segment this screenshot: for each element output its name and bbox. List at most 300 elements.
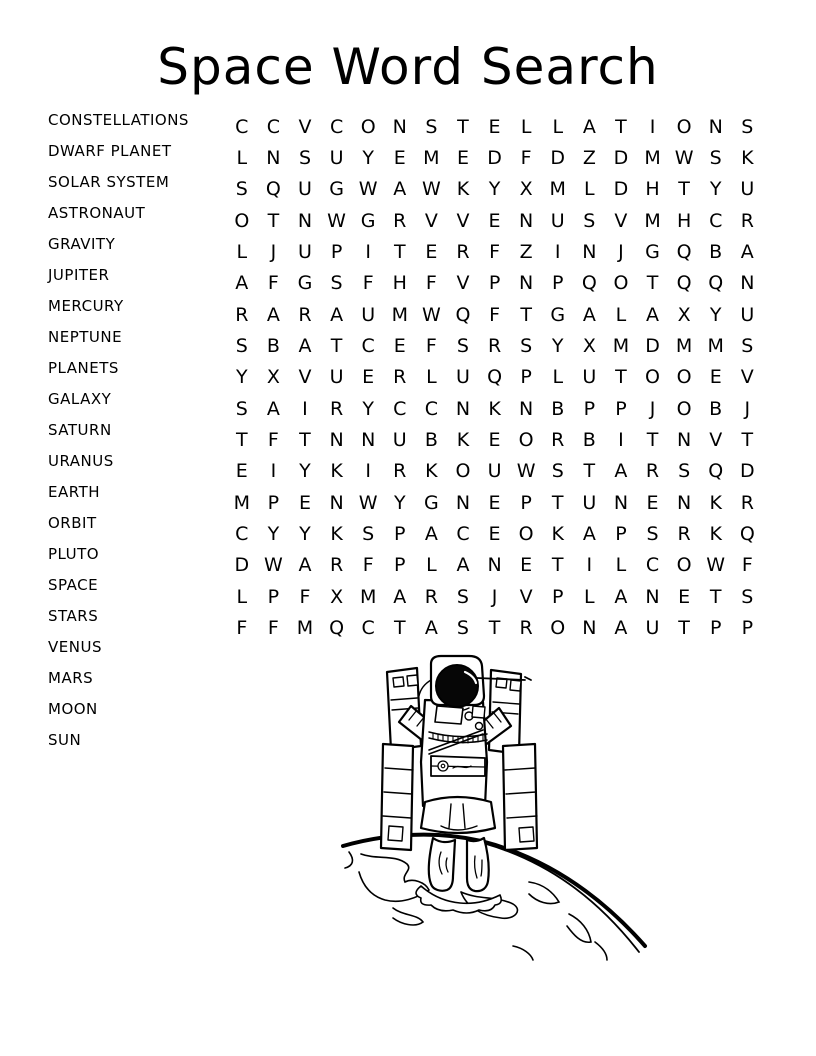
grid-letter: N: [329, 429, 344, 452]
grid-letter: S: [583, 209, 596, 232]
grid-letter: Y: [709, 178, 722, 201]
grid-letter: U: [361, 303, 376, 326]
grid-letter: D: [613, 178, 629, 201]
grid-letter: S: [646, 523, 659, 546]
grid-letter: T: [393, 241, 406, 264]
grid-letter: A: [393, 178, 407, 201]
grid-letter: T: [741, 429, 754, 452]
grid-letter: L: [584, 585, 595, 608]
grid-letter: M: [549, 178, 566, 201]
grid-letter: Y: [709, 303, 722, 326]
grid-letter: N: [645, 585, 660, 608]
grid-letter: Q: [455, 303, 471, 326]
grid-letter: L: [236, 241, 248, 264]
grid-letter: M: [391, 303, 408, 326]
word-list-item: ASTRONAUT: [48, 204, 146, 222]
grid-letter: S: [741, 585, 754, 608]
grid-letter: P: [394, 554, 406, 577]
grid-letter: S: [551, 460, 564, 483]
grid-letter: T: [615, 115, 627, 138]
grid-letter: E: [298, 491, 311, 514]
grid-letter: T: [678, 617, 690, 640]
grid-letter: O: [676, 366, 692, 389]
grid-letter: E: [488, 429, 501, 452]
grid-letter: N: [297, 209, 313, 232]
grid-letter: U: [329, 366, 344, 389]
grid-letter: V: [709, 429, 723, 452]
grid-letter: P: [552, 272, 564, 295]
grid-letter: M: [675, 335, 693, 358]
grid-letter: P: [709, 617, 722, 640]
grid-letter: J: [270, 241, 277, 264]
grid-letter: D: [550, 147, 566, 170]
grid-letter: M: [423, 147, 440, 170]
grid-letter: F: [267, 272, 279, 295]
grid-letter: W: [706, 554, 726, 577]
grid-letter: S: [235, 397, 248, 420]
grid-letter: W: [421, 178, 441, 201]
grid-letter: N: [487, 554, 502, 577]
grid-letter: Y: [362, 147, 374, 170]
grid-letter: A: [393, 585, 407, 608]
grid-letter: F: [741, 554, 753, 577]
grid-letter: V: [740, 366, 754, 389]
grid-letter: X: [582, 335, 596, 358]
grid-letter: T: [299, 429, 311, 452]
grid-letter: A: [582, 523, 596, 546]
grid-letter: N: [361, 429, 376, 452]
grid-letter: Q: [708, 272, 724, 295]
grid-letter: H: [392, 272, 407, 295]
grid-letter: C: [235, 523, 249, 546]
grid-letter: S: [235, 335, 248, 358]
grid-letter: V: [298, 115, 312, 138]
grid-letter: X: [519, 178, 533, 201]
grid-letter: T: [551, 554, 564, 577]
grid-letter: W: [358, 491, 378, 514]
grid-letter: P: [267, 491, 280, 514]
grid-letter: U: [329, 147, 344, 170]
grid-letter: T: [330, 335, 343, 358]
grid-letter: Y: [393, 491, 406, 514]
grid-letter: S: [298, 147, 312, 170]
grid-letter: M: [296, 617, 314, 640]
grid-letter: O: [360, 115, 376, 138]
grid-letter: I: [302, 397, 308, 420]
grid-letter: R: [393, 366, 407, 389]
grid-letter: K: [551, 523, 564, 546]
grid-letter: C: [645, 554, 660, 577]
word-list-item: MOON: [48, 700, 98, 718]
grid-letter: P: [520, 366, 532, 389]
grid-letter: P: [741, 617, 754, 640]
grid-letter: U: [645, 617, 660, 640]
grid-letter: W: [516, 460, 536, 483]
grid-letter: S: [678, 460, 691, 483]
grid-letter: G: [360, 209, 376, 232]
grid-letter: F: [236, 617, 248, 640]
grid-letter: K: [741, 147, 754, 170]
grid-letter: V: [456, 209, 470, 232]
grid-letter: K: [330, 523, 343, 546]
grid-letter: R: [487, 335, 502, 358]
word-list-item: MARS: [48, 669, 94, 687]
grid-letter: T: [678, 178, 690, 201]
grid-letter: C: [329, 115, 344, 138]
grid-letter: P: [488, 272, 501, 295]
grid-letter: O: [518, 429, 534, 452]
grid-letter: W: [674, 147, 694, 170]
grid-letter: A: [646, 303, 660, 326]
word-list-item: PLANETS: [48, 359, 119, 377]
grid-letter: P: [520, 491, 532, 514]
grid-letter: A: [582, 115, 596, 138]
grid-letter: I: [270, 460, 277, 483]
grid-letter: L: [520, 115, 532, 138]
grid-letter: Z: [582, 147, 596, 170]
grid-letter: S: [456, 617, 469, 640]
grid-letter: W: [327, 209, 346, 232]
grid-letter: T: [267, 209, 280, 232]
grid-letter: U: [550, 209, 565, 232]
planet-horizon: [343, 835, 645, 952]
grid-letter: O: [676, 397, 692, 420]
grid-letter: E: [678, 585, 691, 608]
grid-letter: V: [298, 366, 312, 389]
grid-letter: R: [551, 429, 565, 452]
grid-letter: S: [235, 178, 248, 201]
grid-letter: Y: [267, 523, 280, 546]
grid-letter: A: [614, 617, 628, 640]
grid-letter: N: [519, 397, 534, 420]
grid-letter: B: [424, 429, 438, 452]
grid-letter: U: [298, 178, 312, 201]
grid-letter: D: [739, 460, 755, 483]
grid-letter: R: [456, 241, 470, 264]
grid-letter: L: [426, 366, 437, 389]
word-list: [48, 105, 189, 756]
grid-letter: T: [551, 491, 564, 514]
grid-letter: T: [393, 617, 406, 640]
grid-letter: D: [234, 554, 250, 577]
grid-letter: F: [520, 147, 532, 170]
grid-letter: F: [425, 335, 437, 358]
word-list-item: GRAVITY: [48, 235, 116, 253]
grid-letter: W: [421, 303, 441, 326]
grid-letter: L: [552, 366, 564, 389]
grid-letter: F: [362, 272, 374, 295]
grid-letter: S: [330, 272, 343, 295]
grid-letter: C: [424, 397, 438, 420]
grid-letter: C: [456, 523, 470, 546]
chest-panel: [435, 706, 463, 724]
grid-letter: A: [266, 397, 280, 420]
grid-letter: A: [298, 554, 312, 577]
grid-letter: O: [455, 460, 471, 483]
grid-letter: E: [520, 554, 533, 577]
grid-letter: E: [488, 209, 501, 232]
grid-letter: R: [298, 303, 312, 326]
grid-letter: A: [614, 585, 628, 608]
grid-letter: P: [583, 397, 596, 420]
grid-letter: X: [677, 303, 691, 326]
word-list-item: PLUTO: [48, 545, 100, 563]
grid-letter: R: [393, 209, 407, 232]
word-list-item: SPACE: [48, 576, 99, 594]
word-list-item: VENUS: [48, 638, 102, 656]
grid-letter: Y: [299, 460, 311, 483]
grid-letter: N: [708, 115, 723, 138]
grid-letter: E: [488, 523, 501, 546]
grid-letter: R: [740, 209, 754, 232]
grid-letter: L: [552, 115, 564, 138]
grid-letter: N: [455, 397, 471, 420]
left-leg: [429, 838, 455, 891]
grid-letter: A: [235, 272, 249, 295]
grid-letter: U: [392, 429, 407, 452]
grid-letter: K: [456, 429, 470, 452]
grid-letter: Q: [708, 460, 724, 483]
grid-letter: T: [615, 366, 627, 389]
grid-letter: R: [519, 617, 533, 640]
grid-letter: K: [488, 397, 501, 420]
grid-letter: A: [740, 241, 754, 264]
grid-letter: U: [740, 178, 755, 201]
word-list-item: SUN: [48, 731, 82, 749]
grid-letter: E: [393, 147, 406, 170]
grid-letter: M: [359, 585, 377, 608]
grid-letter: U: [582, 491, 597, 514]
word-list-item: EARTH: [48, 483, 101, 501]
grid-letter: S: [456, 585, 469, 608]
grid-letter: T: [520, 303, 532, 326]
grid-letter: P: [394, 523, 406, 546]
grid-letter: M: [644, 147, 661, 170]
grid-letter: S: [741, 335, 754, 358]
grid-letter: L: [615, 303, 627, 326]
grid-letter: E: [425, 241, 438, 264]
grid-letter: Y: [235, 366, 248, 389]
word-list-item: STARS: [48, 607, 99, 625]
grid-letter: U: [455, 366, 470, 389]
grid-letter: R: [677, 523, 691, 546]
grid-letter: I: [554, 241, 561, 264]
grid-letter: T: [457, 115, 469, 138]
grid-letter: F: [267, 617, 279, 640]
grid-letter: N: [677, 491, 692, 514]
grid-letter: Y: [488, 178, 501, 201]
grid-letter: U: [740, 303, 755, 326]
astronaut-figure: [381, 656, 537, 913]
grid-letter: M: [644, 209, 661, 232]
grid-letter: I: [586, 554, 593, 577]
grid-letter: G: [550, 303, 566, 326]
word-list-item: SOLAR SYSTEM: [48, 173, 170, 191]
grid-letter: A: [424, 523, 438, 546]
grid-letter: T: [235, 429, 248, 452]
grid-letter: W: [358, 178, 378, 201]
grid-letter: P: [615, 523, 627, 546]
grid-letter: E: [456, 147, 469, 170]
grid-letter: A: [266, 303, 280, 326]
grid-letter: N: [266, 147, 281, 170]
grid-letter: O: [645, 366, 660, 389]
grid-letter: N: [677, 429, 692, 452]
grid-letter: E: [709, 366, 722, 389]
grid-letter: L: [584, 178, 595, 201]
grid-letter: O: [613, 272, 629, 295]
grid-letter: F: [425, 272, 437, 295]
grid-letter: Y: [551, 335, 564, 358]
grid-letter: Q: [676, 272, 692, 295]
grid-letter: J: [649, 397, 656, 420]
grid-letter: U: [298, 241, 312, 264]
word-list-item: URANUS: [48, 452, 114, 470]
grid-letter: O: [676, 115, 692, 138]
word-search-grid: [226, 111, 763, 644]
grid-letter: A: [330, 303, 344, 326]
grid-letter: V: [519, 585, 533, 608]
grid-letter: G: [297, 272, 313, 295]
grid-letter: O: [676, 554, 692, 577]
grid-letter: S: [456, 335, 469, 358]
grid-letter: C: [393, 397, 407, 420]
grid-letter: N: [582, 241, 597, 264]
grid-letter: N: [519, 209, 534, 232]
word-list-item: ORBIT: [48, 514, 97, 532]
grid-letter: E: [393, 335, 406, 358]
grid-letter: R: [329, 397, 344, 420]
grid-letter: J: [491, 585, 498, 608]
grid-letter: P: [267, 585, 280, 608]
grid-letter: T: [709, 585, 722, 608]
grid-letter: F: [362, 554, 374, 577]
grid-letter: R: [329, 554, 344, 577]
grid-letter: B: [709, 241, 723, 264]
grid-letter: E: [488, 491, 501, 514]
grid-letter: O: [518, 523, 534, 546]
grid-letter: N: [740, 272, 755, 295]
grid-letter: A: [424, 617, 438, 640]
word-list-item: CONSTELLATIONS: [48, 111, 189, 129]
grid-letter: I: [649, 115, 656, 138]
grid-letter: T: [583, 460, 596, 483]
grid-letter: Y: [299, 523, 311, 546]
grid-letter: R: [424, 585, 438, 608]
grid-letter: U: [582, 366, 597, 389]
grid-letter: P: [552, 585, 564, 608]
grid-letter: R: [740, 491, 754, 514]
grid-letter: N: [613, 491, 629, 514]
grid-letter: W: [263, 554, 283, 577]
grid-letter: E: [646, 491, 659, 514]
word-list-item: MERCURY: [48, 297, 124, 315]
grid-letter: N: [582, 617, 597, 640]
grid-letter: J: [744, 397, 751, 420]
grid-letter: S: [362, 523, 375, 546]
grid-letter: Q: [329, 617, 345, 640]
grid-letter: N: [519, 272, 534, 295]
grid-letter: I: [618, 429, 624, 452]
grid-letter: R: [645, 460, 660, 483]
grid-letter: G: [645, 241, 660, 264]
grid-letter: X: [266, 366, 280, 389]
grid-letter: B: [709, 397, 723, 420]
grid-letter: Q: [581, 272, 597, 295]
grid-letter: F: [489, 241, 501, 264]
grid-letter: P: [615, 397, 627, 420]
grid-letter: Z: [519, 241, 533, 264]
grid-letter: M: [707, 335, 724, 358]
grid-letter: S: [425, 115, 438, 138]
grid-letter: T: [488, 617, 501, 640]
grid-letter: K: [709, 523, 722, 546]
grid-letter: A: [582, 303, 596, 326]
grid-letter: L: [236, 585, 248, 608]
grid-letter: O: [234, 209, 250, 232]
grid-letter: Y: [362, 397, 374, 420]
grid-letter: K: [425, 460, 438, 483]
grid-letter: L: [236, 147, 248, 170]
grid-letter: B: [551, 397, 565, 420]
grid-letter: S: [520, 335, 533, 358]
grid-letter: C: [266, 115, 281, 138]
grid-letter: S: [709, 147, 722, 170]
grid-letter: C: [361, 335, 375, 358]
grid-letter: F: [267, 429, 279, 452]
word-list-item: DWARF PLANET: [48, 142, 172, 160]
grid-letter: N: [329, 491, 344, 514]
grid-letter: Q: [265, 178, 281, 201]
grid-letter: S: [741, 115, 754, 138]
grid-letter: K: [709, 491, 722, 514]
grid-letter: I: [365, 241, 371, 264]
grid-letter: B: [266, 335, 280, 358]
visor: [436, 665, 478, 707]
grid-letter: J: [618, 241, 624, 264]
grid-letter: Q: [676, 241, 692, 264]
grid-letter: C: [235, 115, 249, 138]
grid-letter: Q: [487, 366, 503, 389]
grid-letter: D: [613, 147, 629, 170]
grid-letter: H: [676, 209, 692, 232]
grid-letter: G: [329, 178, 344, 201]
grid-letter: O: [550, 617, 566, 640]
grid-letter: E: [488, 115, 501, 138]
grid-letter: P: [330, 241, 343, 264]
page-title: Space Word Search: [157, 38, 659, 96]
grid-letter: C: [709, 209, 723, 232]
grid-letter: A: [614, 460, 628, 483]
grid-letter: R: [235, 303, 249, 326]
grid-letter: R: [393, 460, 407, 483]
hips: [421, 797, 495, 833]
grid-letter: H: [645, 178, 660, 201]
grid-letter: F: [489, 303, 501, 326]
grid-letter: G: [423, 491, 439, 514]
astronaut-illustration: [333, 646, 665, 968]
grid-letter: T: [646, 429, 659, 452]
grid-letter: N: [455, 491, 471, 514]
grid-letter: M: [612, 335, 630, 358]
grid-letter: K: [330, 460, 343, 483]
word-list-item: GALAXY: [48, 390, 112, 408]
grid-letter: A: [298, 335, 312, 358]
word-list-item: NEPTUNE: [48, 328, 123, 346]
grid-letter: N: [392, 115, 407, 138]
grid-letter: X: [330, 585, 344, 608]
grid-letter: Q: [739, 523, 755, 546]
